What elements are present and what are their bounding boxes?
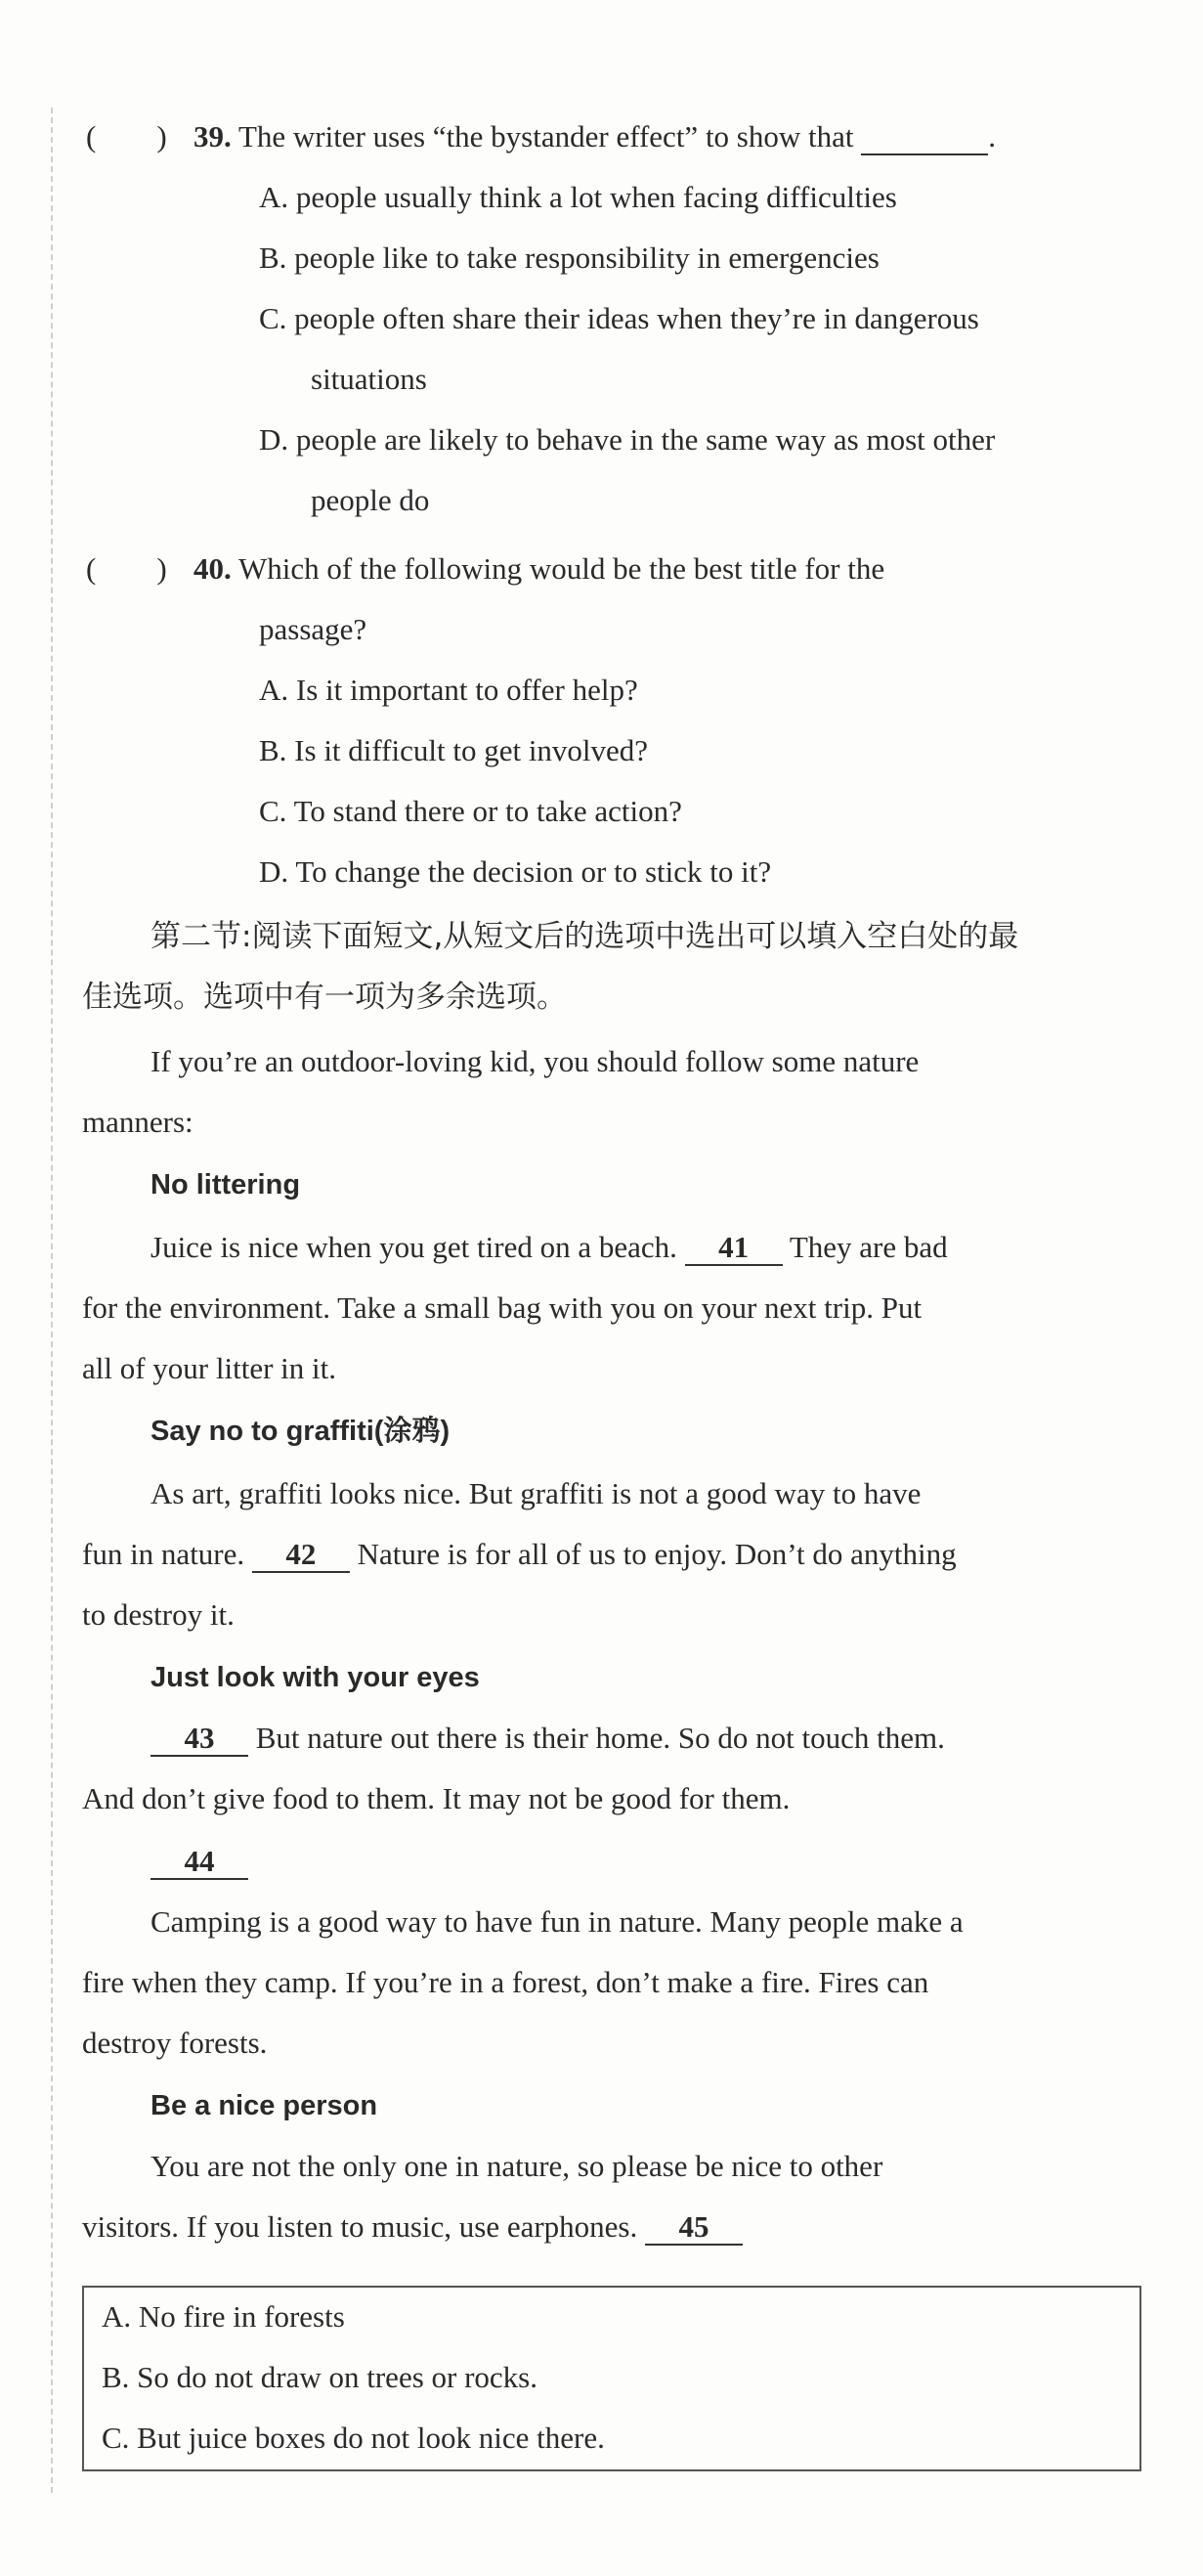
heading-just-look: Just look with your eyes [150,1662,480,1693]
blank-43[interactable]: 43 [150,1722,248,1757]
paragraph5-line1: You are not the only one in nature, so please be nice to other [150,2149,883,2183]
question-40-option-b: B. Is it difficult to get involved? [259,733,649,767]
paragraph2-line2 [82,1535,957,1574]
question-40-option-a: A. Is it important to offer help? [259,673,638,707]
paragraph3-line2: And don’t give food to them. It may not be good for them. [82,1781,791,1815]
paragraph5-line2 [82,2207,743,2247]
question-40-option-c: C. To stand there or to take action? [259,794,682,828]
section2-instruction-line2: 佳选项。选项中有一项为多余选项。 [82,980,567,1015]
blank-42[interactable]: 42 [252,1538,350,1573]
question-39-text: The writer uses “the bystander effect” to show that [237,119,854,153]
question-39-option-c: C. people often share their ideas when they’re in dangerous [259,301,979,335]
question-39-blank[interactable] [861,120,988,155]
choices-box [82,2286,1141,2471]
paragraph4-line1: Camping is a good way to have fun in nature. Many people make a [150,1904,964,1939]
heading-say-no-to-graffiti: Say no to graffiti(涂鸦) [150,1416,451,1447]
paragraph2-line1: As art, graffiti looks nice. But graffiti is not a good way to have [150,1476,922,1510]
blank-45[interactable]: 45 [645,2210,743,2246]
paragraph1-text-b: They are bad [789,1230,948,1264]
paragraph1-line3: all of your litter in it. [82,1351,337,1385]
answer-paren-39[interactable]: ( ) [86,119,167,153]
question-39-stem [193,117,996,156]
answer-paren-40[interactable]: ( ) [86,551,167,586]
paragraph3-line1 [150,1719,945,1758]
section2-instruction-line1: 第二节:阅读下面短文,从短文后的选项中选出可以填入空白处的最 [150,919,1019,954]
paragraph2-text-a: fun in nature. [82,1537,245,1571]
question-40-stem-line2: passage? [259,612,367,646]
passage-intro-line1: If you’re an outdoor-loving kid, you should follow some nature [150,1044,920,1078]
question-39-number: 39. [193,119,232,153]
blank-44[interactable]: 44 [150,1845,248,1880]
question-40-option-d: D. To change the decision or to stick to it? [259,854,772,889]
question-40-number: 40. [193,551,232,586]
question-40-stem-line1 [193,549,884,589]
paragraph4-line2: fire when they camp. If you’re in a forest, don’t make a fire. Fires can [82,1965,929,1999]
paragraph4-line3: destroy forests. [82,2026,268,2060]
heading-blank-44-line [150,1842,248,1881]
choice-b: B. So do not draw on trees or rocks. [102,2360,537,2394]
paragraph2-text-b: Nature is for all of us to enjoy. Don’t do anything [357,1537,957,1571]
choice-c: C. But juice boxes do not look nice there. [102,2421,605,2455]
blank-41[interactable]: 41 [685,1231,783,1266]
margin-dashed-line [51,108,53,2493]
paragraph1-text-a: Juice is nice when you get tired on a beach. [150,1230,677,1264]
question-39-option-d: D. people are likely to behave in the same way as most other [259,422,996,457]
question-39-option-a: A. people usually think a lot when facing difficulties [259,180,897,214]
question-39-end: . [988,119,996,153]
paragraph1-line1 [150,1228,948,1267]
paragraph2-line3: to destroy it. [82,1597,235,1632]
question-39-option-d-cont: people do [311,483,430,517]
question-39-option-c-cont: situations [311,362,427,396]
paragraph5-text: visitors. If you listen to music, use earphones. [82,2209,638,2244]
question-40-text: Which of the following would be the best title for the [237,551,885,586]
choice-a: A. No fire in forests [102,2299,345,2334]
heading-be-a-nice-person: Be a nice person [150,2090,378,2121]
paragraph1-line2: for the environment. Take a small bag with you on your next trip. Put [82,1290,923,1325]
heading-no-littering: No littering [150,1169,301,1201]
paragraph3-text: But nature out there is their home. So do not touch them. [255,1721,945,1755]
question-39-option-b: B. people like to take responsibility in emergencies [259,240,880,275]
passage-intro-line2: manners: [82,1105,193,1139]
